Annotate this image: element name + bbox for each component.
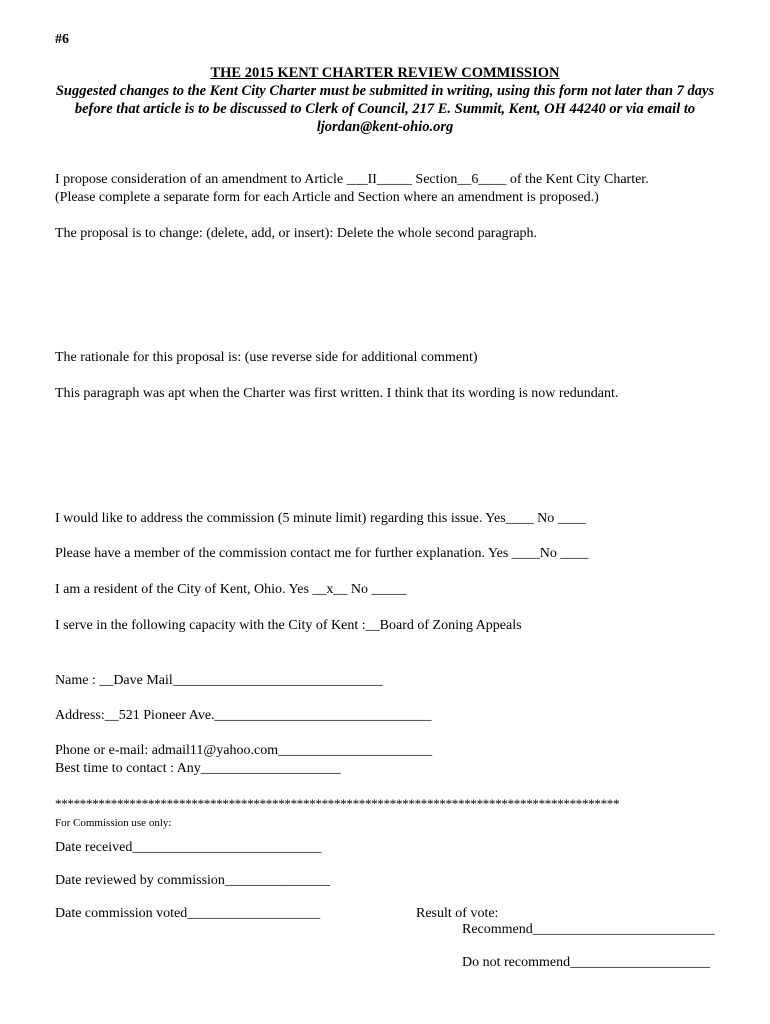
do-not-recommend-field: Do not recommend____________________ [462, 955, 711, 970]
date-reviewed-field: Date reviewed by commission_______________ [55, 873, 330, 888]
rationale-text: This paragraph was apt when the Charter was first written. I think that its wording is now redundant. [55, 386, 619, 401]
form-number: #6 [55, 32, 69, 47]
best-time-field: Best time to contact : Any____________________ [55, 761, 341, 776]
result-of-vote-label: Result of vote: [416, 906, 499, 921]
proposal-note: (Please complete a separate form for each Article and Section where an amendment is proposed.) [55, 190, 599, 205]
rationale-label: The rationale for this proposal is: (use reverse side for additional comment) [55, 350, 478, 365]
form-instructions: Suggested changes to the Kent City Charter must be submitted in writing, using this form not later than 7 days before that article is to be discussed to Clerk of Council, 217 E. Summit, Kent, OH 44240 or via email to ljordan@kent-ohio.org [55, 83, 715, 135]
date-received-field: Date received___________________________ [55, 840, 322, 855]
contact-me-question: Please have a member of the commission contact me for further explanation. Yes ____No ____ [55, 546, 589, 561]
proposal-line: I propose consideration of an amendment to Article ___II_____ Section__6____ of the Kent City Charter. [55, 172, 649, 187]
capacity-line: I serve in the following capacity with the City of Kent :__Board of Zoning Appeals [55, 618, 522, 633]
phone-email-field: Phone or e-mail: admail11@yahoo.com______________________ [55, 743, 433, 758]
separator-line: ******************************************************************************************* [55, 796, 620, 811]
form-title: THE 2015 KENT CHARTER REVIEW COMMISSION [210, 65, 560, 81]
change-line: The proposal is to change: (delete, add, or insert): Delete the whole second paragraph. [55, 226, 538, 241]
name-field: Name : __Dave Mail______________________________ [55, 673, 383, 688]
date-voted-field: Date commission voted___________________ [55, 906, 321, 921]
address-commission-question: I would like to address the commission (5 minute limit) regarding this issue. Yes____ No ____ [55, 511, 586, 526]
address-field: Address:__521 Pioneer Ave._______________________________ [55, 708, 432, 723]
resident-question: I am a resident of the City of Kent, Ohio. Yes __x__ No _____ [55, 582, 407, 597]
commission-use-label: For Commission use only: [55, 817, 172, 829]
recommend-field: Recommend__________________________ [462, 922, 715, 937]
